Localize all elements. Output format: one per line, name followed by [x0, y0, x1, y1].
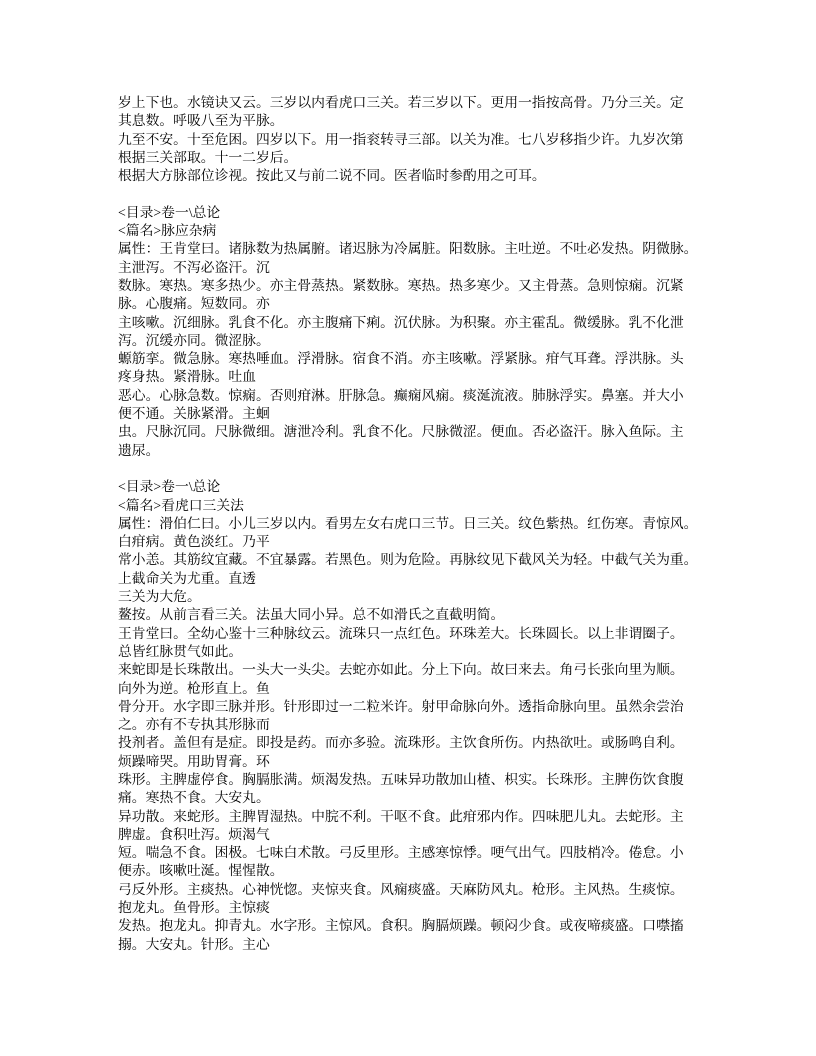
- text-line: 搦。大安丸。针形。主心: [118, 936, 270, 952]
- text-line: 向外为逆。枪形直上。鱼: [118, 680, 270, 696]
- text-lines: [118, 240, 704, 460]
- text-line: 之。亦有不专执其形脉而: [118, 717, 270, 733]
- text-line: 上截命关为尤重。直透: [118, 570, 256, 586]
- text-line: 便不通。关脉紧滑。主蛔: [118, 406, 270, 422]
- text-line: 螈筋挛。微急脉。寒热唾血。浮滑脉。宿食不消。亦主咳嗽。浮紧脉。疳气耳聋。浮洪脉。头: [118, 351, 684, 367]
- text-line: 九至不安。十至危困。四岁以下。用一指衮转寻三部。以关为准。七八岁移指少许。九岁次第: [118, 131, 684, 147]
- catalog-line: <目录>卷一\总论: [118, 204, 221, 220]
- text-line: 数脉。寒热。寒多热少。亦主骨蒸热。紧数脉。寒热。热多寒少。又主骨蒸。急则惊痫。沉紧: [118, 277, 684, 293]
- text-line: 痛。寒热不食。大安丸。: [118, 790, 270, 806]
- section-kan-hu-kou-san-guan-fa: [118, 478, 704, 954]
- section-mai-ying-za-bing: [118, 204, 704, 460]
- text-lines: [118, 94, 704, 185]
- text-line: 珠形。主脾虚停食。胸膈胀满。烦渴发热。五味异功散加山楂、枳实。长珠形。主脾伤饮食腹: [118, 771, 684, 787]
- text-line: 常小恙。其筋纹宜藏。不宜暴露。若黑色。则为危险。再脉纹见下截风关为轻。中截气关为重。: [118, 552, 698, 568]
- text-line: 总皆红脉贯气如此。: [118, 643, 243, 659]
- text-line: 脉。心腹痛。短数同。亦: [118, 296, 270, 312]
- text-line: 主泄泻。不泻必盗汗。沉: [118, 259, 270, 275]
- text-line: 泻。沉缓亦同。微涩脉。: [118, 332, 270, 348]
- text-line: 遗尿。: [118, 442, 160, 458]
- text-line: 便赤。咳嗽吐涎。惺惺散。: [118, 863, 284, 879]
- text-line: 岁上下也。水镜诀又云。三岁以内看虎口三关。若三岁以下。更用一指按高骨。乃分三关。定: [118, 95, 684, 110]
- text-line: 属性：王肯堂曰。诸脉数为热属腑。诸迟脉为冷属脏。阳数脉。主吐逆。不吐必发热。阴微脉。: [118, 241, 698, 257]
- text-line: 异功散。来蛇形。主脾胃湿热。中脘不利。干呕不食。此疳邪内作。四味肥儿丸。去蛇形。主: [118, 808, 684, 824]
- text-line: 骨分开。水字即三脉并形。针形即过一二粒米许。射甲命脉向外。透指命脉向里。虽然余尝治: [118, 698, 684, 714]
- text-line: 短。喘急不食。困极。七味白术散。弓反里形。主感寒惊悸。哽气出气。四肢梢冷。倦怠。小: [118, 845, 684, 861]
- text-line: 其息数。呼吸八至为平脉。: [118, 113, 284, 129]
- text-line: 虫。尺脉沉同。尺脉微细。溏泄冷利。乳食不化。尺脉微涩。便血。否必盗汗。脉入鱼际。主: [118, 424, 684, 440]
- text-line: 弓反外形。主痰热。心神恍惚。夹惊夹食。风痫痰盛。天麻防风丸。枪形。主风热。生痰惊。: [118, 881, 684, 897]
- text-line: 白疳病。黄色淡红。乃平: [118, 534, 270, 550]
- text-line: 投剂者。盖但有是症。即投是药。而亦多验。流珠形。主饮食所伤。内热欲吐。或肠鸣自利。: [118, 735, 684, 751]
- text-line: 根据大方脉部位诊视。按此又与前二说不同。医者临时参酌用之可耳。: [118, 168, 546, 184]
- text-line: 主咳嗽。沉细脉。乳食不化。亦主腹痛下痢。沉伏脉。为积聚。亦主霍乱。微缓脉。乳不化泄: [118, 314, 684, 330]
- text-line: 脾虚。食积吐泻。烦渴气: [118, 826, 270, 842]
- section-title-line: <篇名>看虎口三关法: [118, 497, 244, 513]
- text-line: 抱龙丸。鱼骨形。主惊痰: [118, 900, 270, 916]
- text-line: 王肯堂曰。全幼心鉴十三种脉纹云。流珠只一点红色。环珠差大。长珠圆长。以上非谓圈子。: [118, 625, 684, 641]
- text-line: 发热。抱龙丸。抑青丸。水字形。主惊风。食积。胸膈烦躁。顿闷少食。或夜啼痰盛。口噤搐: [118, 918, 684, 934]
- text-line: 鳌按。从前言看三关。法虽大同小异。总不如滑氏之直截明简。: [118, 607, 505, 623]
- section-title-line: <篇名>脉应杂病: [118, 223, 217, 239]
- catalog-line: <目录>卷一\总论: [118, 479, 221, 495]
- text-line: 属性：滑伯仁曰。小儿三岁以内。看男左女右虎口三节。日三关。纹色紫热。红伤寒。青惊风。: [118, 515, 698, 531]
- text-line: 烦躁啼哭。用助胃膏。环: [118, 753, 270, 769]
- text-line: 三关为大危。: [118, 589, 201, 605]
- text-line: 恶心。心脉急数。惊痫。否则疳淋。肝脉急。癫痫风痫。痰涎流液。肺脉浮实。鼻塞。并大小: [118, 387, 684, 403]
- text-line: 疼身热。紧滑脉。吐血: [118, 369, 256, 385]
- text-line: 来蛇即是长珠散出。一头大一头尖。去蛇亦如此。分上下向。故曰来去。角弓长张向里为顺。: [118, 662, 684, 678]
- text-lines: [118, 515, 704, 954]
- section-intro-continuation: [118, 94, 704, 185]
- text-line: 根据三关部取。十一二岁后。: [118, 149, 298, 165]
